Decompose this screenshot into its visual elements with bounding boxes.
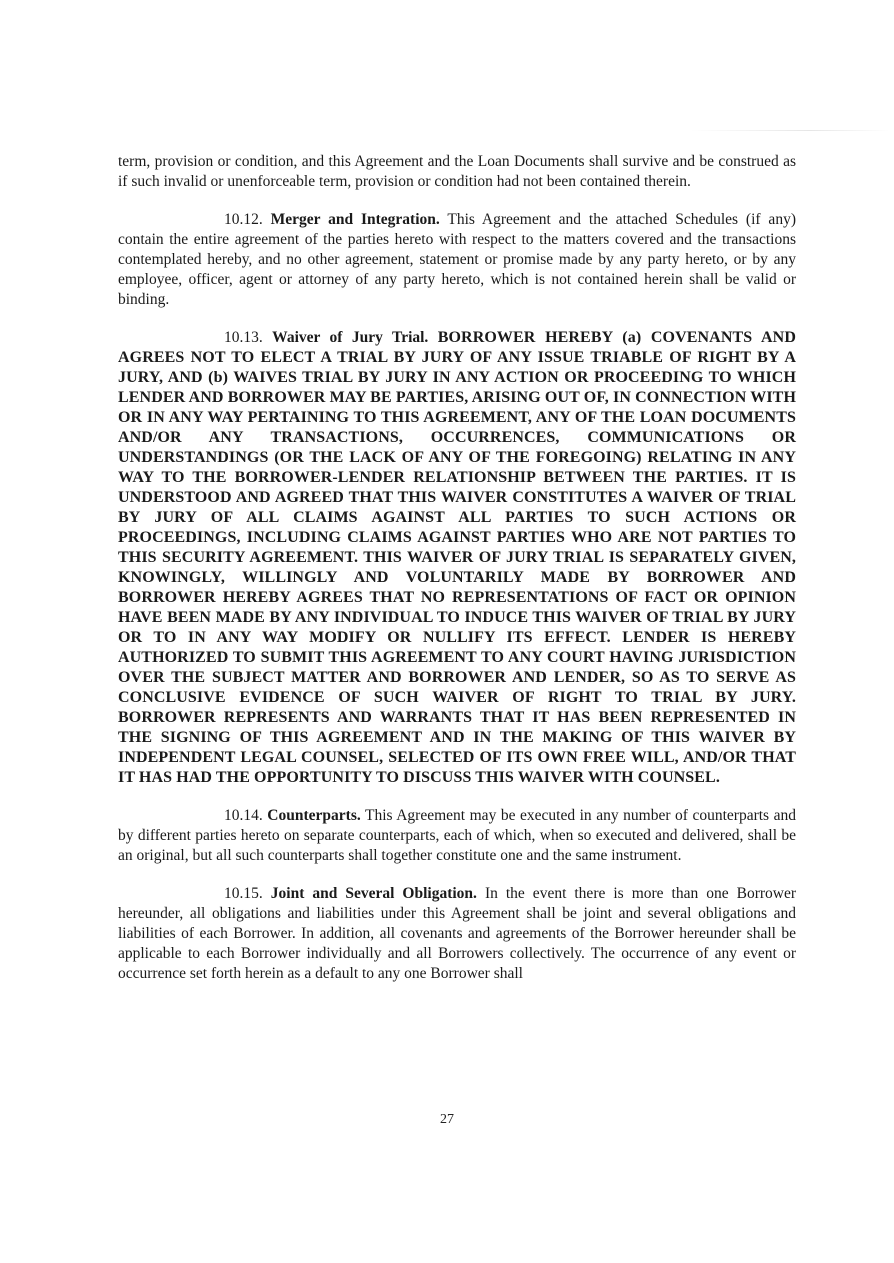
section-heading: Counterparts. — [267, 807, 361, 824]
page-body — [118, 152, 796, 1002]
section-body-caps: BORROWER HEREBY (a) COVENANTS AND AGREES NOT TO ELECT A TRIAL BY JURY OF ANY ISSUE TRIABLE OF RIGHT BY A JURY, AND (b) WAIVES TRIAL BY JURY IN ANY ACTION OR PROCEEDING TO WHICH LENDER AND BORROWER MAY BE PARTIES, ARISING OUT OF, IN CONNECTION WITH OR IN ANY WAY PERTAINING TO THIS AGREEMENT, ANY OF THE LOAN DOCUMENTS AND/OR ANY TRANSACTIONS, OCCURRENCES, COMMUNICATIONS OR UNDERSTANDINGS (OR THE LACK OF ANY OF THE FOREGOING) RELATING IN ANY WAY TO THE BORROWER-LENDER RELATIONSHIP BETWEEN THE PARTIES. IT IS UNDERSTOOD AND AGREED THAT THIS WAIVER CONSTITUTES A WAIVER OF TRIAL BY JURY OF ALL CLAIMS AGAINST ALL PARTIES TO SUCH ACTIONS OR PROCEEDINGS, INCLUDING CLAIMS AGAINST PARTIES WHO ARE NOT PARTIES TO THIS SECURITY AGREEMENT. THIS WAIVER OF JURY TRIAL IS SEPARATELY GIVEN, KNOWINGLY, WILLINGLY AND VOLUNTARILY MADE BY BORROWER AND BORROWER HEREBY AGREES THAT NO REPRESENTATIONS OF FACT OR OPINION HAVE BEEN MADE BY ANY INDIVIDUAL TO INDUCE THIS WAIVER OF TRIAL BY JURY OR TO IN ANY WAY MODIFY OR NULLIFY ITS EFFECT. LENDER IS HEREBY AUTHORIZED TO SUBMIT THIS AGREEMENT TO ANY COURT HAVING JURISDICTION OVER THE SUBJECT MATTER AND BORROWER AND LENDER, SO AS TO SERVE AS CONCLUSIVE EVIDENCE OF SUCH WAIVER OF RIGHT TO TRIAL BY JURY. BORROWER REPRESENTS AND WARRANTS THAT IT HAS BEEN REPRESENTED IN THE SIGNING OF THIS AGREEMENT AND IN THE MAKING OF THIS WAIVER BY INDEPENDENT LEGAL COUNSEL, SELECTED OF ITS OWN FREE WILL, AND/OR THAT IT HAS HAD THE OPPORTUNITY TO DISCUSS THIS WAIVER WITH COUNSEL. — [118, 329, 796, 786]
section-number: 10.13. — [224, 329, 263, 346]
section-10-13 — [118, 328, 796, 788]
section-heading: Waiver of Jury Trial. — [272, 329, 429, 346]
section-number: 10.15. — [224, 885, 263, 902]
section-10-14 — [118, 806, 796, 866]
section-10-12 — [118, 210, 796, 310]
section-body: This Agreement and the attached Schedules (if any) contain the entire agreement of the parties hereto with respect to the matters covered and the transactions contemplated hereby, and no other agreement, statement or promise made by any party hereto, or by any employee, officer, agent or attorney of any party hereto, which is not contained herein shall be valid or binding. — [118, 211, 796, 308]
section-10-15 — [118, 884, 796, 984]
continued-paragraph: term, provision or condition, and this Agreement and the Loan Documents shall survive and be construed as if such invalid or unenforceable term, provision or condition had not been contained therein. — [118, 153, 796, 190]
scan-artifact-line — [690, 130, 890, 131]
section-number: 10.12. — [224, 211, 263, 228]
page-number: 27 — [440, 1112, 454, 1127]
section-number: 10.14. — [224, 807, 263, 824]
section-heading: Merger and Integration. — [270, 211, 440, 228]
section-body: In the event there is more than one Borrower hereunder, all obligations and liabilities under this Agreement shall be joint and several obligations and liabilities of each Borrower. In addition, all covenants and agreements of the Borrower hereunder shall be applicable to each Borrower individually and all Borrowers collectively. The occurrence of any event or occurrence set forth herein as a default to any one Borrower shall — [118, 885, 797, 982]
section-body: This Agreement may be executed in any number of counterparts and by different parties hereto on separate counterparts, each of which, when so executed and delivered, shall be an original, but all such counterparts shall together constitute one and the same instrument. — [118, 807, 796, 864]
section-heading: Joint and Several Obligation. — [270, 885, 477, 902]
